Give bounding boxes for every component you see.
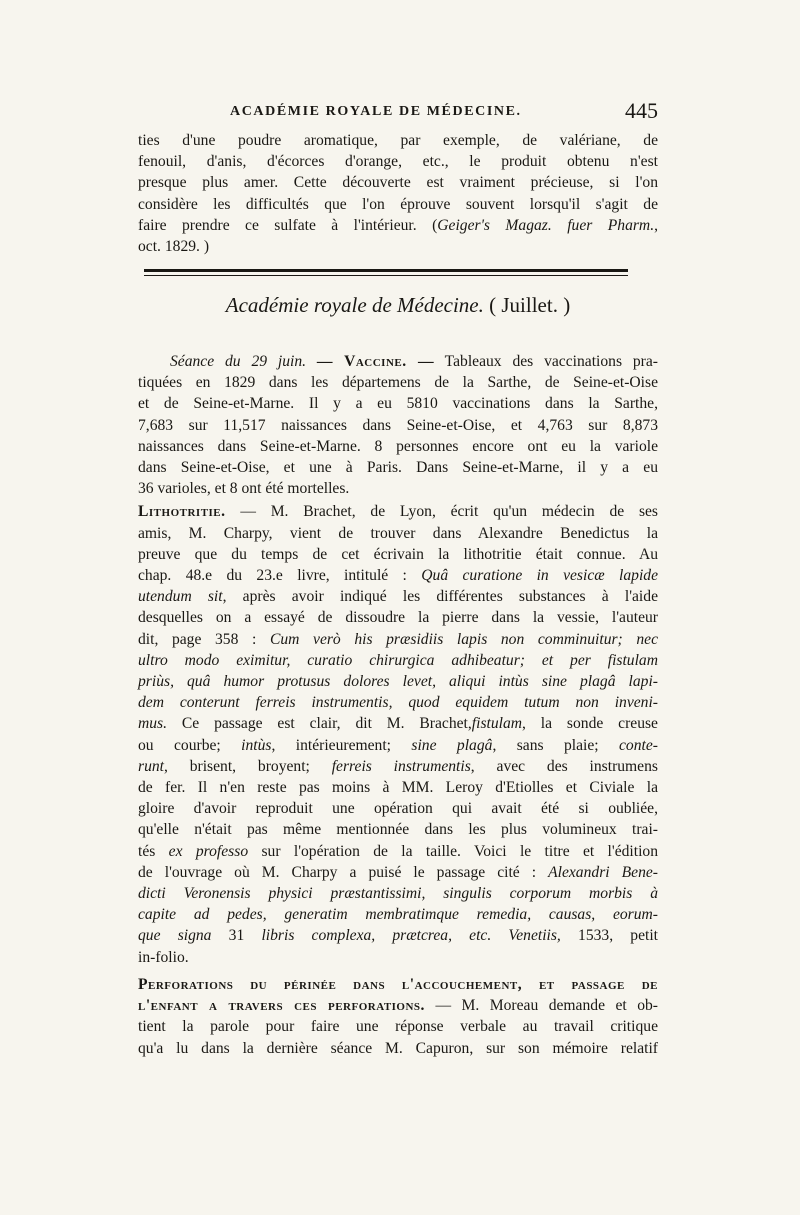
text-span: — M. Moreau demande et ob- <box>435 997 658 1015</box>
section-rule-thick <box>144 269 628 272</box>
text-span: chap. 48.e du 23.e livre, intitulé : <box>138 567 407 585</box>
text-line: in-folio. <box>138 948 189 966</box>
citation: Geiger's Magaz. fuer Pharm. <box>437 216 655 234</box>
text-span: , intérieurement; <box>271 736 392 754</box>
main-text <box>138 351 658 1059</box>
text-line <box>138 735 658 756</box>
section-rule-thin <box>144 275 628 276</box>
text-line <box>138 629 658 650</box>
seance-paragraph <box>138 351 658 499</box>
text-line: 7,683 sur 11,517 naissances dans Seine-et-Oise, et 4,763 sur 8,873 <box>138 416 658 434</box>
book-title-line: capite ad pedes, generatim membratimque remedia, causas, eorum- <box>138 906 658 924</box>
text-span: , <box>654 216 658 234</box>
latin-quote-line: ultro modo eximitur, curatio chirurgica adhibeatur; et per fistulam <box>138 651 658 669</box>
running-title: ACADÉMIE ROYALE DE MÉDECINE. <box>230 104 522 119</box>
latin-term: runt <box>138 757 164 775</box>
text-span: faire prendre ce sulfate à l'intérieur. ( <box>138 216 438 234</box>
text-span: , sans plaie; <box>492 736 599 754</box>
text-line: de fer. Il n'en reste pas moins à MM. Leroy d'Etiolles et Civiale la <box>138 779 658 797</box>
perforations-paragraph <box>138 974 658 1059</box>
text-span: Tableaux des vaccinations pra- <box>444 353 658 370</box>
text-span: tés <box>138 842 156 860</box>
text-line: considère les difficultés que l'on éprouve souvent lorsqu'il s'agit de <box>138 195 658 213</box>
text-line: amis, M. Charpy, vient de trouver dans Alexandre Benedictus la <box>138 524 658 542</box>
text-line <box>138 501 658 522</box>
continued-paragraph <box>138 130 658 257</box>
lithotritie-paragraph <box>138 501 658 967</box>
text-line: tiquées en 1829 dans les départemens de la Sarthe, de Seine-et-Oise <box>138 374 658 392</box>
text-span: , la sonde creuse <box>522 715 658 733</box>
text-line <box>138 713 658 734</box>
text-span: Ce passage est clair, dit M. Brachet, <box>181 715 472 733</box>
lithotritie-heading: Lithotritie. <box>138 503 226 521</box>
section-title <box>138 293 658 318</box>
latin-quote-line: dem conterunt ferreis instrumentis, quod equidem tutum non inveni- <box>138 694 658 712</box>
text-line <box>138 995 658 1016</box>
text-span: — M. Brachet, de Lyon, écrit qu'un médecin de ses <box>240 503 658 521</box>
text-line <box>138 586 658 607</box>
text-line: gloire d'avoir reproduit une opération qui avait été si oubliée, <box>138 800 658 818</box>
text-line <box>138 215 658 236</box>
text-line <box>138 925 658 946</box>
book-title-line: dicti Veronensis physici præstantissimi, singulis corporum morbis à <box>138 885 658 903</box>
text-line: et de Seine-et-Marne. Il y a eu 5810 vaccinations dans la Sarthe, <box>138 395 658 413</box>
text-line: qu'a lu dans la dernière séance M. Capuron, sur son mémoire relatif <box>138 1039 658 1057</box>
latin-term: intùs <box>241 736 272 754</box>
running-header <box>138 98 658 128</box>
text-line: ties d'une poudre aromatique, par exemple, de valériane, de <box>138 132 658 149</box>
latin-title: utendum sit <box>138 588 223 606</box>
text-span: , brisent, broyent; <box>164 757 310 775</box>
text-line: 36 varioles, et 8 ont été mortelles. <box>138 480 350 498</box>
text-line: naissances dans Seine-et-Marne. 8 personnes encore ont eu la variole <box>138 437 658 455</box>
text-span: dit, page 358 : <box>138 630 257 648</box>
latin-term: ferreis instrumentis <box>331 757 471 775</box>
text-line <box>138 565 658 586</box>
text-line: qu'elle n'était pas même mentionnée dans les plus volumineux trai- <box>138 821 658 839</box>
latin-title: Quâ curatione in vesicæ lapide <box>421 567 658 585</box>
text-span: de l'ouvrage où M. Charpy a puisé le passage cité : <box>138 863 537 881</box>
latin-quote: Cum verò his præsidiis lapis non comminuitur; nec <box>269 630 658 648</box>
latin-term: sine plagâ <box>411 736 493 754</box>
book-title: que signa <box>138 927 212 945</box>
text-line: desquelles on a essayé de dissoudre la pierre dans la vessie, l'auteur <box>138 609 658 627</box>
text-span: ou courbe; <box>138 736 221 754</box>
text-span: , avec des instrumens <box>470 757 658 775</box>
page-number: 445 <box>625 98 658 123</box>
text-line: dans Seine-et-Oise, et une à Paris. Dans Seine-et-Marne, il y a eu <box>138 459 658 477</box>
text-line <box>138 756 658 777</box>
text-line <box>138 841 658 862</box>
book-title: libris complexa, prætcrea, etc. Venetiis, <box>261 927 561 945</box>
text-line <box>138 351 658 372</box>
text-line: oct. 1829. ) <box>138 238 210 256</box>
text-line: preuve que du temps de cet écrivain la lithotritie était connue. Au <box>138 545 658 563</box>
text-span: , après avoir indiqué les différentes substances à l'aide <box>222 588 658 606</box>
text-line: tient la parole pour faire une réponse verbale au travail critique <box>138 1018 658 1036</box>
book-title: Alexandri Bene- <box>548 863 658 881</box>
latin-term: ex professo <box>168 842 249 860</box>
text-span: sur l'opération de la taille. Voici le titre et l'édition <box>261 842 659 860</box>
text-line: fenouil, d'anis, d'écorces d'orange, etc., le produit obtenu n'est <box>138 153 658 171</box>
latin-term: conte- <box>619 736 658 754</box>
text-span: 1533, petit <box>578 927 658 945</box>
section-title-italic: Académie royale de Médecine. <box>225 293 484 317</box>
perforations-heading: l'enfant a travers ces perforations. <box>138 997 425 1015</box>
section-title-month: ( Juillet. ) <box>489 293 571 317</box>
latin-quote-line: priùs, quâ humor protusus dolores levet, aliqui intùs sine plagâ lapi- <box>138 673 658 691</box>
latin-term: fistulam <box>471 715 523 733</box>
text-line: presque plus amer. Cette découverte est vraiment précieuse, si l'on <box>138 174 658 192</box>
latin-quote: mus. <box>138 715 168 733</box>
seance-heading: — Vaccine. — <box>316 353 435 370</box>
seance-date: Séance du 29 juin. <box>170 353 307 370</box>
text-line <box>138 862 658 883</box>
text-span: 31 <box>228 927 245 945</box>
perforations-heading: Perforations du périnée dans l'accouchement, et passage de <box>138 975 658 993</box>
